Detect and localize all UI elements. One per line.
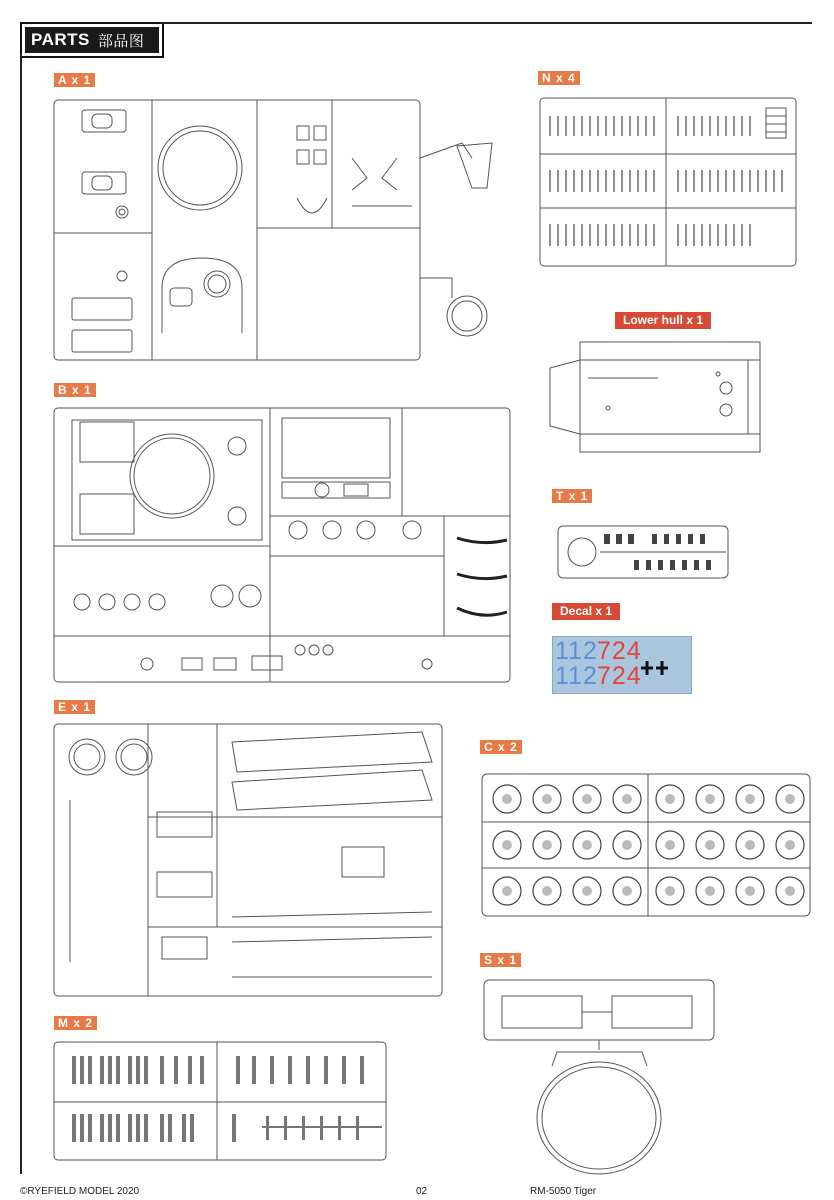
header-rule [160, 22, 812, 24]
footer-copyright: ©RYEFIELD MODEL 2020 [20, 1186, 140, 1197]
tag-sprue-n: N x 4 [538, 71, 580, 85]
lower-hull-drawing [548, 338, 774, 456]
tag-sprue-s: S x 1 [480, 953, 521, 967]
tag-decal: Decal x 1 [552, 603, 620, 620]
parts-header-inner [25, 27, 159, 53]
decal-number-2: 112 [555, 662, 598, 690]
decal-number-4: 724 [597, 662, 642, 690]
sprue-n-drawing [538, 96, 800, 271]
sprue-b-drawing [52, 406, 514, 686]
tag-sprue-e: E x 1 [54, 700, 95, 714]
sprue-e-drawing [52, 722, 444, 998]
decal-number-3: 724 [597, 637, 642, 665]
sprue-a-drawing [52, 98, 512, 363]
left-rule [20, 54, 22, 1174]
parts-title-cn: 部品图 [97, 32, 145, 50]
parts-title: PARTS [31, 30, 90, 49]
decal-number-1: 112 [555, 637, 598, 665]
tag-sprue-a: A x 1 [54, 73, 95, 87]
decal-cross-icons [640, 658, 670, 678]
sprue-m-drawing [52, 1040, 392, 1164]
sprue-t-drawing [556, 524, 732, 582]
footer-page-number: 02 [416, 1186, 428, 1197]
tag-sprue-c: C x 2 [480, 740, 522, 754]
tag-lower-hull: Lower hull x 1 [615, 312, 711, 329]
tag-sprue-t: T x 1 [552, 489, 592, 503]
tag-sprue-m: M x 2 [54, 1016, 97, 1030]
parts-header [20, 22, 164, 58]
footer-product: RM-5050 Tiger [530, 1186, 597, 1197]
sprue-s-drawing [482, 978, 718, 1178]
tag-sprue-b: B x 1 [54, 383, 96, 397]
sprue-c-drawing [480, 772, 814, 922]
